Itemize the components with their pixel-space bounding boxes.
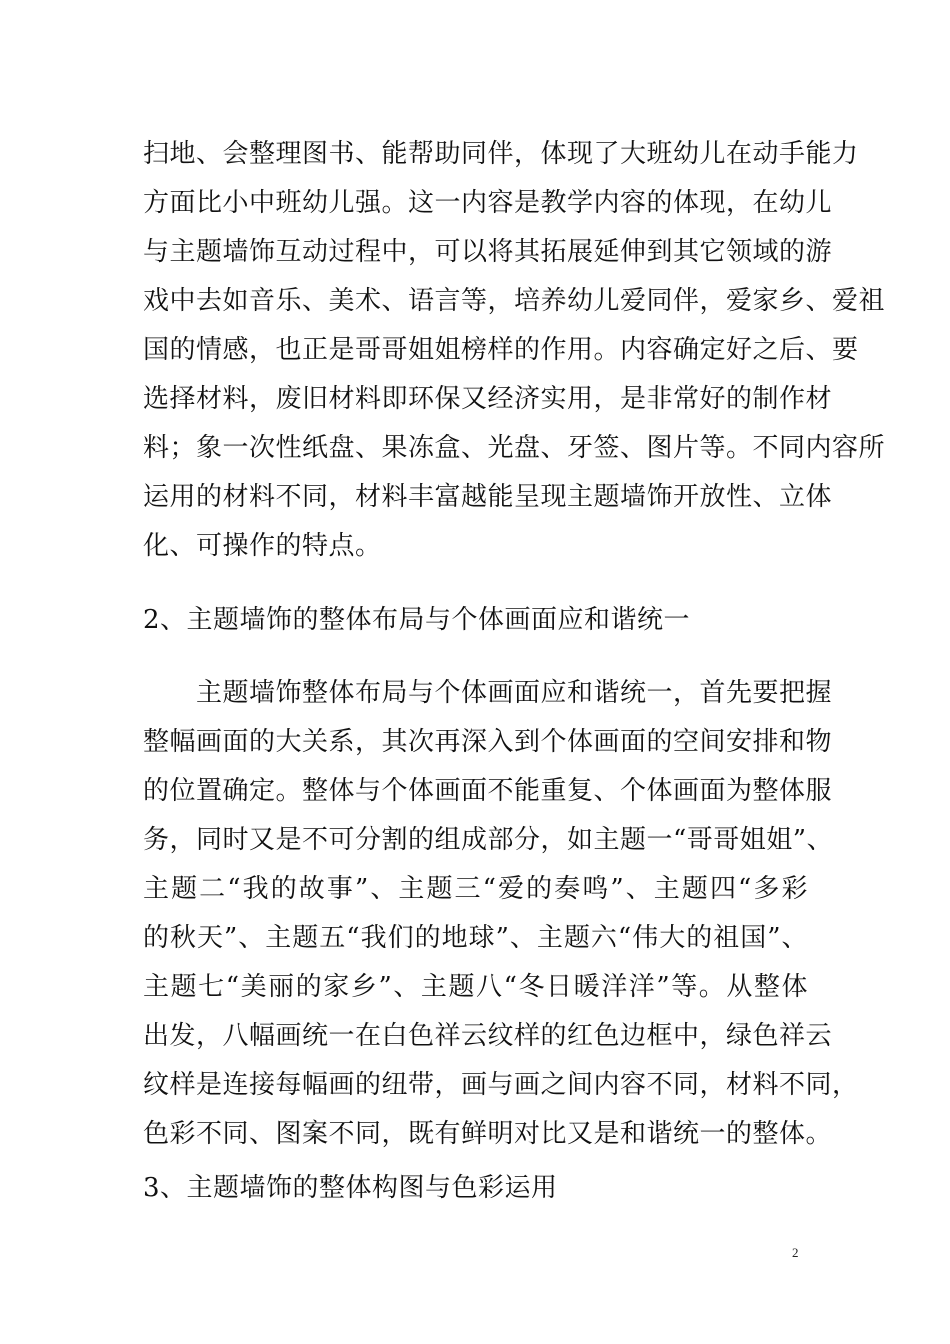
paragraph-line: 国的情感，也正是哥哥姐姐榜样的作用。内容确定好之后、要 <box>143 335 859 365</box>
paragraph-line: 运用的材料不同，材料丰富越能呈现主题墙饰开放性、立体 <box>143 482 833 512</box>
paragraph-line: 的位置确定。整体与个体画面不能重复、个体画面为整体服 <box>143 776 833 806</box>
paragraph-line: 务，同时又是不可分割的组成部分，如主题一“哥哥姐姐”、 <box>143 825 834 855</box>
section-heading-2: 2、主题墙饰的整体布局与个体画面应和谐统一 <box>143 605 691 635</box>
paragraph-line: 戏中去如音乐、美术、语言等，培养幼儿爱同伴，爱家乡、爱祖 <box>143 286 886 316</box>
paragraph-line: 扫地、会整理图书、能帮助同伴，体现了大班幼儿在动手能力 <box>143 139 859 169</box>
section-heading-3: 3、主题墙饰的整体构图与色彩运用 <box>143 1173 558 1203</box>
page-number: 2 <box>792 1245 799 1260</box>
paragraph-line: 出发，八幅画统一在白色祥云纹样的红色边框中，绿色祥云 <box>143 1021 833 1051</box>
paragraph-line: 的秋天”、主题五“我们的地球”、主题六“伟大的祖国”、 <box>143 923 808 953</box>
paragraph-line: 料；象一次性纸盘、果冻盒、光盘、牙签、图片等。不同内容所 <box>143 433 886 463</box>
paragraph-line: 整幅画面的大关系，其次再深入到个体画面的空间安排和物 <box>143 727 833 757</box>
paragraph-line: 方面比小中班幼儿强。这一内容是教学内容的体现，在幼儿 <box>143 188 833 218</box>
paragraph-line: 主题二“我的故事”、主题三“爱的奏鸣”、主题四“多彩 <box>143 874 808 904</box>
paragraph-line: 与主题墙饰互动过程中，可以将其拓展延伸到其它领域的游 <box>143 237 833 267</box>
paragraph-line: 纹样是连接每幅画的纽带，画与画之间内容不同，材料不同， <box>143 1070 859 1100</box>
paragraph-line: 主题墙饰整体布局与个体画面应和谐统一，首先要把握 <box>196 678 833 708</box>
paragraph-line: 选择材料，废旧材料即环保又经济实用，是非常好的制作材 <box>143 384 833 414</box>
paragraph-line: 色彩不同、图案不同，既有鲜明对比又是和谐统一的整体。 <box>143 1119 833 1149</box>
paragraph-line: 主题七“美丽的家乡”、主题八“冬日暖洋洋”等。从整体 <box>143 972 808 1002</box>
paragraph-line: 化、可操作的特点。 <box>143 531 382 561</box>
